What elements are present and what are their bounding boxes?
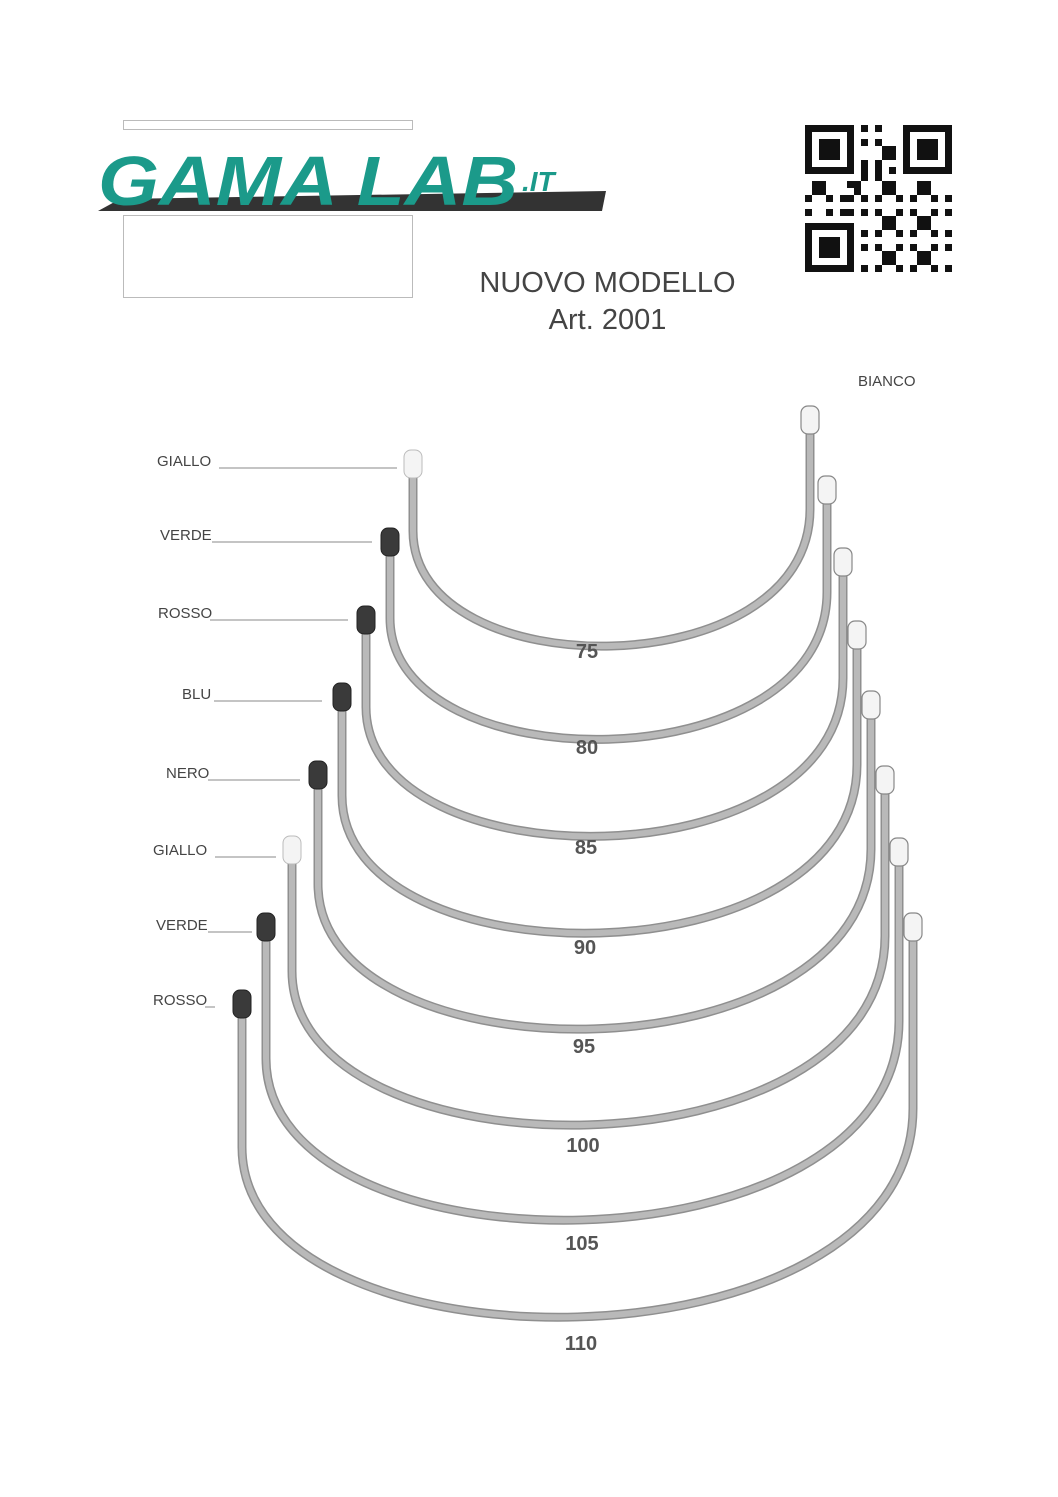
left-cap: [357, 606, 375, 634]
wire-label-75: GIALLO: [157, 453, 212, 470]
right-cap: [848, 621, 866, 649]
right-cap: [876, 766, 894, 794]
wire-label-95: NERO: [166, 765, 210, 782]
size-label-80: 80: [575, 737, 599, 759]
size-label-105: 105: [565, 1233, 599, 1255]
size-label-110: 110: [564, 1333, 598, 1355]
wire-label-85: ROSSO: [158, 605, 213, 622]
left-cap: [283, 836, 301, 864]
size-label-75: 75: [575, 641, 599, 663]
wire-105: [156, 838, 908, 1255]
size-label-100: 100: [566, 1135, 600, 1157]
wire-label-110: ROSSO: [153, 992, 208, 1009]
heading-title: NUOVO MODELLO: [479, 267, 736, 299]
left-cap: [381, 528, 399, 556]
right-cap: [801, 406, 819, 434]
wire-label-90: BLU: [182, 686, 212, 703]
wire-90: [182, 621, 866, 959]
wire-edge: [390, 500, 827, 739]
left-cap: [233, 990, 251, 1018]
logo-suffix: .IT: [522, 166, 555, 197]
size-label-85: 85: [574, 837, 598, 859]
right-cap: [834, 548, 852, 576]
size-label-90: 90: [573, 937, 597, 959]
wire-edge: [413, 430, 810, 646]
wires-group: [153, 406, 922, 1355]
left-cap: [333, 683, 351, 711]
wire-label-80: VERDE: [160, 527, 212, 544]
wire-label-100: GIALLO: [153, 842, 208, 859]
wire-label-105: VERDE: [156, 917, 208, 934]
right-cap: [818, 476, 836, 504]
left-cap: [404, 450, 422, 478]
heading-article: Art. 2001: [548, 304, 667, 336]
logo-text: GAMA LAB: [98, 142, 518, 220]
label-bianco: BIANCO: [858, 373, 916, 390]
left-cap: [257, 913, 275, 941]
wire-95: [166, 691, 880, 1058]
wire-75: [157, 406, 819, 663]
size-label-95: 95: [572, 1036, 596, 1058]
left-cap: [309, 761, 327, 789]
right-cap: [904, 913, 922, 941]
right-cap: [890, 838, 908, 866]
right-cap: [862, 691, 880, 719]
wire-body: [318, 715, 871, 1029]
